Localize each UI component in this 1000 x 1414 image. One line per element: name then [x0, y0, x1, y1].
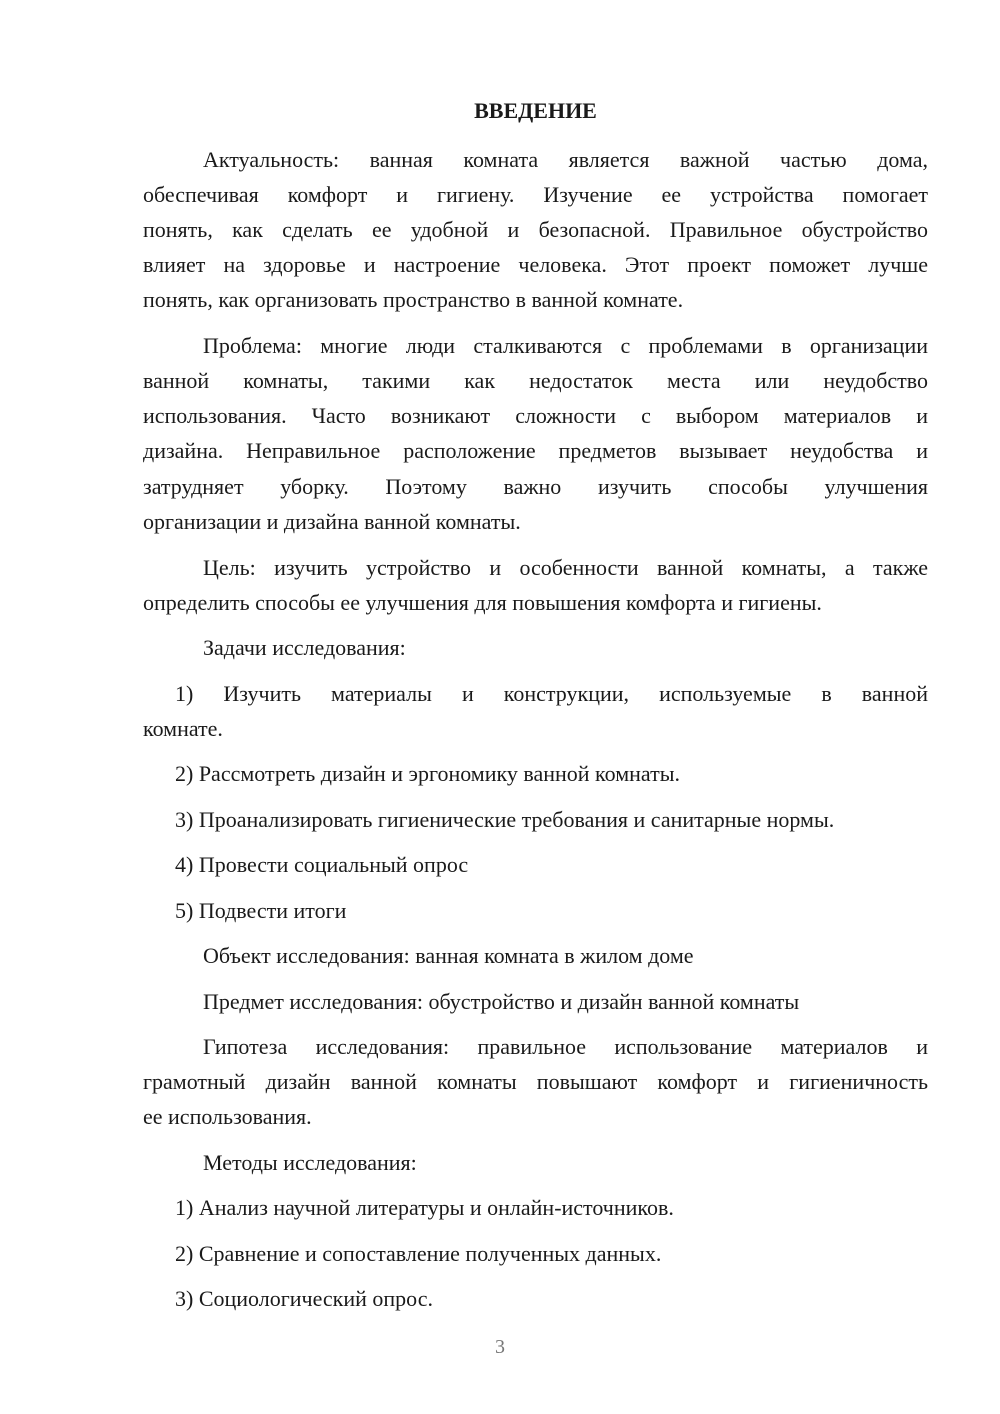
- method-item: 2) Сравнение и сопоставление полученных данных.: [175, 1241, 662, 1266]
- research-object: Объект исследования: ванная комната в жилом доме: [203, 943, 694, 968]
- task-item: 3) Проанализировать гигиенические требования и санитарные нормы.: [175, 807, 835, 832]
- method-item: 3) Социологический опрос.: [175, 1286, 433, 1311]
- paragraph-line: Цель: изучить устройство и особенности ванной комнаты, а также: [203, 555, 928, 580]
- page-number: 3: [495, 1336, 505, 1358]
- research-subject: Предмет исследования: обустройство и дизайн ванной комнаты: [203, 989, 800, 1014]
- paragraph-line: понять, как организовать пространство в ванной комнате.: [143, 287, 684, 312]
- paragraph-line: обеспечивая комфорт и гигиену. Изучение ее устройства помогает: [143, 182, 928, 207]
- task-item-continuation: комнате.: [143, 716, 223, 741]
- page-title: ВВЕДЕНИЕ: [474, 98, 597, 123]
- task-item: 1) Изучить материалы и конструкции, используемые в ванной: [175, 681, 928, 706]
- paragraph-line: затрудняет уборку. Поэтому важно изучить способы улучшения: [143, 474, 928, 499]
- task-item: 2) Рассмотреть дизайн и эргономику ванной комнаты.: [175, 761, 680, 786]
- tasks-heading: Задачи исследования:: [203, 635, 406, 660]
- methods-heading: Методы исследования:: [203, 1150, 417, 1175]
- paragraph-line: организации и дизайна ванной комнаты.: [143, 509, 521, 534]
- paragraph-line: дизайна. Неправильное расположение предметов вызывает неудобства и: [143, 438, 928, 463]
- paragraph-line: ванной комнаты, такими как недостаток места или неудобство: [143, 368, 928, 393]
- task-item: 5) Подвести итоги: [175, 898, 347, 923]
- paragraph-line: Гипотеза исследования: правильное использование материалов и: [203, 1034, 928, 1059]
- paragraph-line: определить способы ее улучшения для повышения комфорта и гигиены.: [143, 590, 822, 615]
- paragraph-line: Проблема: многие люди сталкиваются с проблемами в организации: [203, 333, 928, 358]
- paragraph-line: использования. Часто возникают сложности с выбором материалов и: [143, 403, 928, 428]
- paragraph-line: ее использования.: [143, 1104, 312, 1129]
- paragraph-line: грамотный дизайн ванной комнаты повышают комфорт и гигиеничность: [143, 1069, 928, 1094]
- paragraph-line: влияет на здоровье и настроение человека. Этот проект поможет лучше: [143, 252, 928, 277]
- paragraph-line: понять, как сделать ее удобной и безопасной. Правильное обустройство: [143, 217, 928, 242]
- method-item: 1) Анализ научной литературы и онлайн-источников.: [175, 1195, 674, 1220]
- task-item: 4) Провести социальный опрос: [175, 852, 469, 877]
- paragraph-line: Актуальность: ванная комната является важной частью дома,: [203, 147, 928, 172]
